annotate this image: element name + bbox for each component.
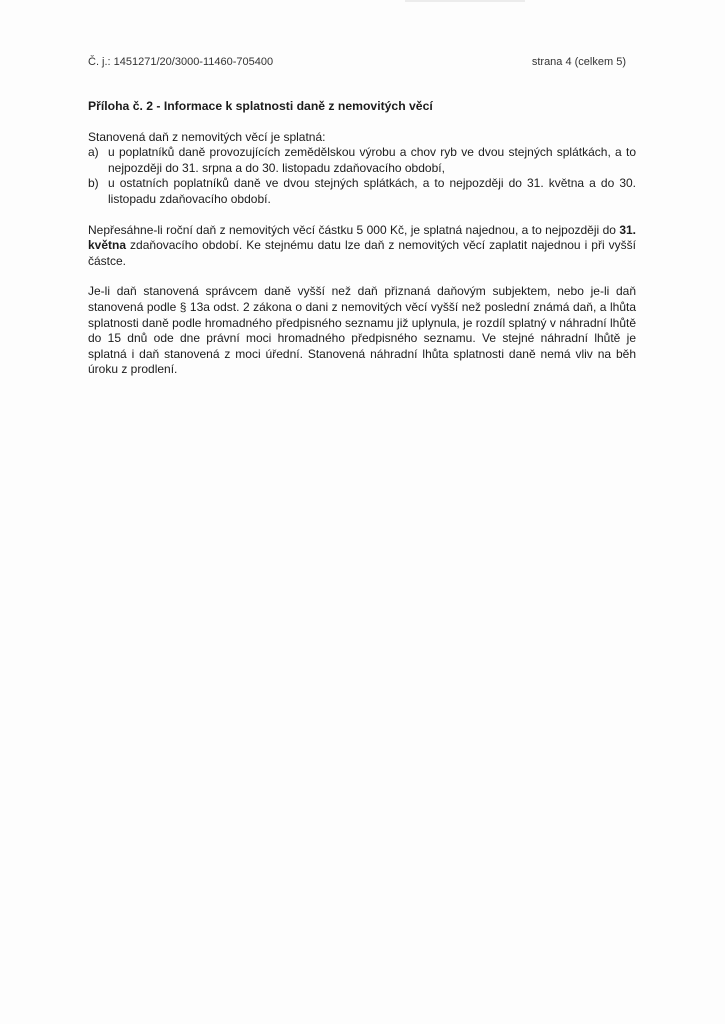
paragraph-bold-date: 31. května (88, 222, 636, 253)
paragraph-text: zdaňovacího období. Ke stejnému datu lze daň z nemovitých věcí zaplatit najednou i při vyšší částce. (88, 238, 636, 268)
list-marker: a) (88, 145, 99, 160)
scan-artifact (405, 0, 525, 2)
list-item (88, 176, 636, 207)
lump-sum-paragraph (88, 223, 636, 270)
paragraph-text: Nepřesáhne-li roční daň z nemovitých věcí částku 5 000 Kč, je splatná najednou, a to nejpozději do (88, 222, 620, 237)
intro-text: Stanovená daň z nemovitých věcí je splatná: (88, 129, 326, 144)
section-title: Příloha č. 2 - Informace k splatnosti daně z nemovitých věcí (88, 99, 433, 113)
reference-number: Č. j.: 1451271/20/3000-11460-705400 (88, 56, 274, 68)
list-item-text: u ostatních poplatníků daně ve dvou stejných splátkách, a to nejpozději do 31. května a do 30. listopadu zdaňovacího období. (108, 176, 636, 206)
page-number: strana 4 (celkem 5) (531, 56, 626, 68)
list-item (88, 145, 636, 176)
list-marker: b) (88, 176, 99, 191)
document-body (88, 99, 636, 393)
page-header (88, 56, 626, 72)
payment-terms-list (88, 145, 636, 207)
substitute-deadline-paragraph: Je-li daň stanovená správcem daně vyšší než daň přiznaná daňovým subjektem, nebo je-li daň stanovená podle § 13a odst. 2 zákona o dani z nemovitých věcí vyšší než poslední známá daň, a lhůta splatnosti daně podle hromadného předpisného seznamu již uplynula, je rozdíl splatný v náhradní lhůtě do 15 dnů ode dne právní moci hromadného předpisného seznamu. Ve stejné náhradní lhůtě je splatná i daň stanovená z moci úřední. Stanovená náhradní lhůta splatnosti daně nemá vliv na běh úroku z prodlení. (88, 284, 636, 377)
list-item-text: u poplatníků daně provozujících zemědělskou výrobu a chov ryb ve dvou stejných splátkách, a to nejpozději do 31. srpna a do 30. listopadu zdaňovacího období, (108, 145, 636, 175)
